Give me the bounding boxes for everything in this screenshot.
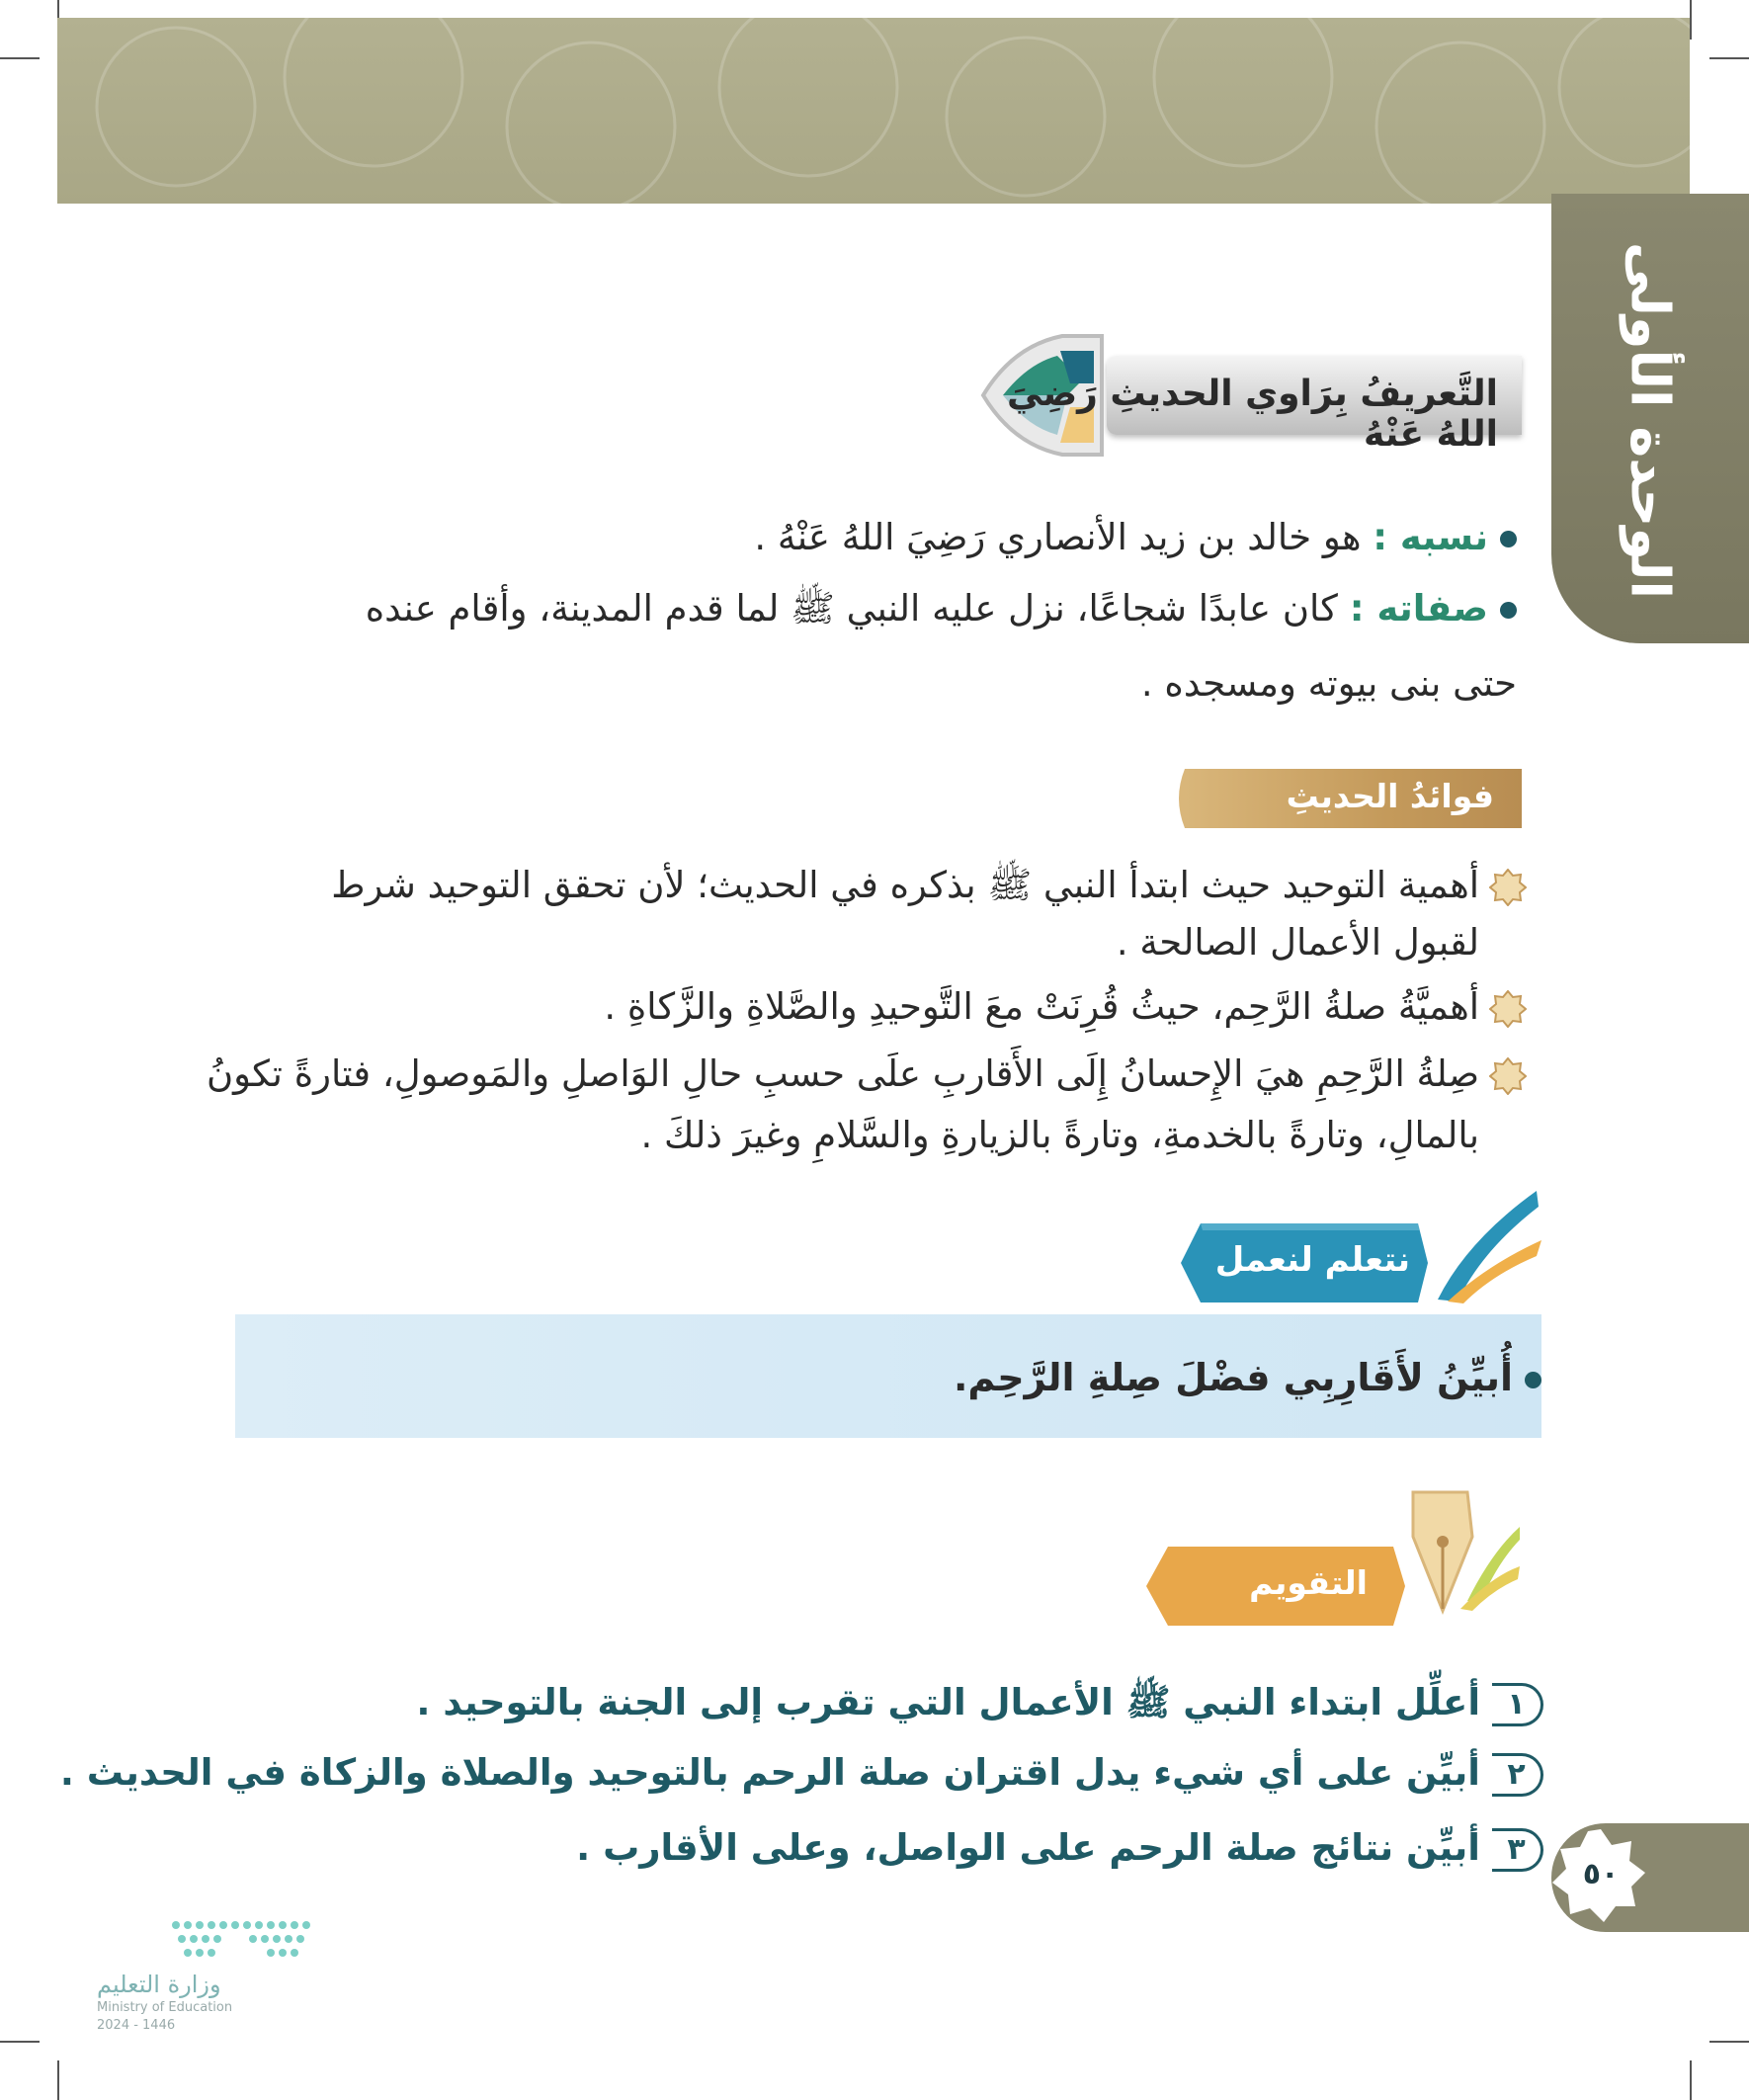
question-number: ٣	[1492, 1828, 1543, 1872]
ministry-dots-icon	[166, 1905, 324, 1965]
traits-text: كان عابدًا شجاعًا، نزل عليه النبي ﷺ لما قدم المدينة، وأقام عنده	[365, 587, 1338, 630]
learn-item	[954, 1354, 1541, 1402]
narrator-title: التَّعريفُ بِرَاوي الحديثِ رَضِيَ اللهُ عَنْهُ	[1006, 374, 1498, 455]
benefit-1-text: أهمية التوحيد حيث ابتدأ النبي ﷺ بذكره في الحديث؛ لأن تحقق التوحيد شرط	[331, 864, 1479, 906]
ministry-logo	[97, 1897, 334, 2033]
number-badge-icon	[1489, 1057, 1527, 1095]
benefit-item-1-cont	[1117, 919, 1479, 966]
benefit-2-text: أهميَّةُ صلةُ الرَّحِم، حيثُ قُرِنَتْ معَ التَّوحيدِ والصَّلاةِ والزَّكاةِ .	[604, 985, 1479, 1028]
number-badge-icon	[1489, 869, 1527, 906]
traits-label: صفاته :	[1349, 587, 1488, 630]
unit-title: الوحدة الأولى	[1619, 242, 1682, 599]
crop-mark	[1709, 57, 1749, 59]
narrator-section-header	[973, 326, 1522, 464]
lineage-line	[754, 514, 1517, 561]
lineage-label: نسبه :	[1373, 516, 1488, 558]
learn-item-text: أُبيِّنُ لأَقَارِبِي فضْلَ صِلةِ الرَّحِم.	[953, 1356, 1513, 1399]
crop-mark	[1709, 2041, 1749, 2043]
benefit-3-text-cont: بالمالِ، وتارةً بالخدمةِ، وتارةً بالزيارةِ والسَّلامِ وغيرَ ذلكَ .	[640, 1114, 1479, 1156]
benefit-item-2	[604, 983, 1527, 1031]
question-2	[60, 1751, 1543, 1797]
question-1-text: أعلِّل ابتداء النبي ﷺ الأعمال التي تقرب إلى الجنة بالتوحيد .	[416, 1681, 1480, 1723]
traits-text-continued: حتى بنى بيوته ومسجده .	[1140, 662, 1517, 705]
question-1	[416, 1680, 1543, 1733]
benefit-3-text: صِلةُ الرَّحِمِ هيَ الإِحسانُ إِلَى الأَقاربِ علَى حسبِ حالِ الوَاصلِ والمَوصولِ، فتارةً تكونُ	[206, 1052, 1479, 1095]
benefits-title: فوائدُ الحديثِ	[1286, 777, 1494, 815]
bullet-icon	[1500, 531, 1517, 547]
crop-mark	[1690, 2060, 1692, 2100]
benefit-item-3	[207, 1050, 1527, 1098]
benefit-item-1	[331, 862, 1527, 909]
traits-line	[366, 585, 1517, 632]
question-3-text: أبيِّن نتائج صلة الرحم على الواصل، وعلى الأقارب .	[576, 1826, 1480, 1869]
benefits-section-header	[1171, 759, 1522, 838]
pen-icon	[1374, 1482, 1522, 1621]
ministry-year: 2024 - 1446	[97, 2018, 176, 2033]
bullet-icon	[1500, 602, 1517, 619]
banner-pattern	[57, 18, 1690, 204]
benefit-1-text-cont: لقبول الأعمال الصالحة .	[1116, 921, 1479, 964]
evaluation-title: التقويم	[1249, 1563, 1368, 1602]
crop-mark	[1690, 0, 1692, 40]
crop-mark	[0, 57, 40, 59]
ministry-name-ar: وزارة التعليم	[97, 1971, 221, 1998]
crop-mark	[57, 2060, 59, 2100]
unit-tab[interactable]	[1551, 194, 1749, 643]
page-number	[1546, 1823, 1655, 1932]
traits-line-2	[1141, 660, 1517, 708]
book-icon	[1428, 1181, 1546, 1309]
bullet-icon	[1525, 1372, 1541, 1388]
lineage-text: هو خالد بن زيد الأنصاري رَضِيَ اللهُ عَنْهُ .	[754, 516, 1362, 558]
question-3	[576, 1826, 1543, 1872]
top-banner	[57, 18, 1690, 204]
ministry-name-en: Ministry of Education	[97, 2000, 233, 2015]
benefit-item-3-cont	[640, 1112, 1479, 1159]
crop-mark	[0, 2041, 40, 2043]
page-number-label: ٥٠	[1582, 1857, 1620, 1891]
question-number: ١	[1492, 1683, 1543, 1726]
question-number: ٢	[1492, 1753, 1543, 1797]
learn-title: نتعلم لنعمل	[1214, 1240, 1410, 1280]
learn-section-header	[1161, 1218, 1458, 1307]
question-2-text: أبيِّن على أي شيء يدل اقتران صلة الرحم بالتوحيد والصلاة والزكاة في الحديث .	[59, 1751, 1480, 1794]
number-badge-icon	[1489, 990, 1527, 1028]
